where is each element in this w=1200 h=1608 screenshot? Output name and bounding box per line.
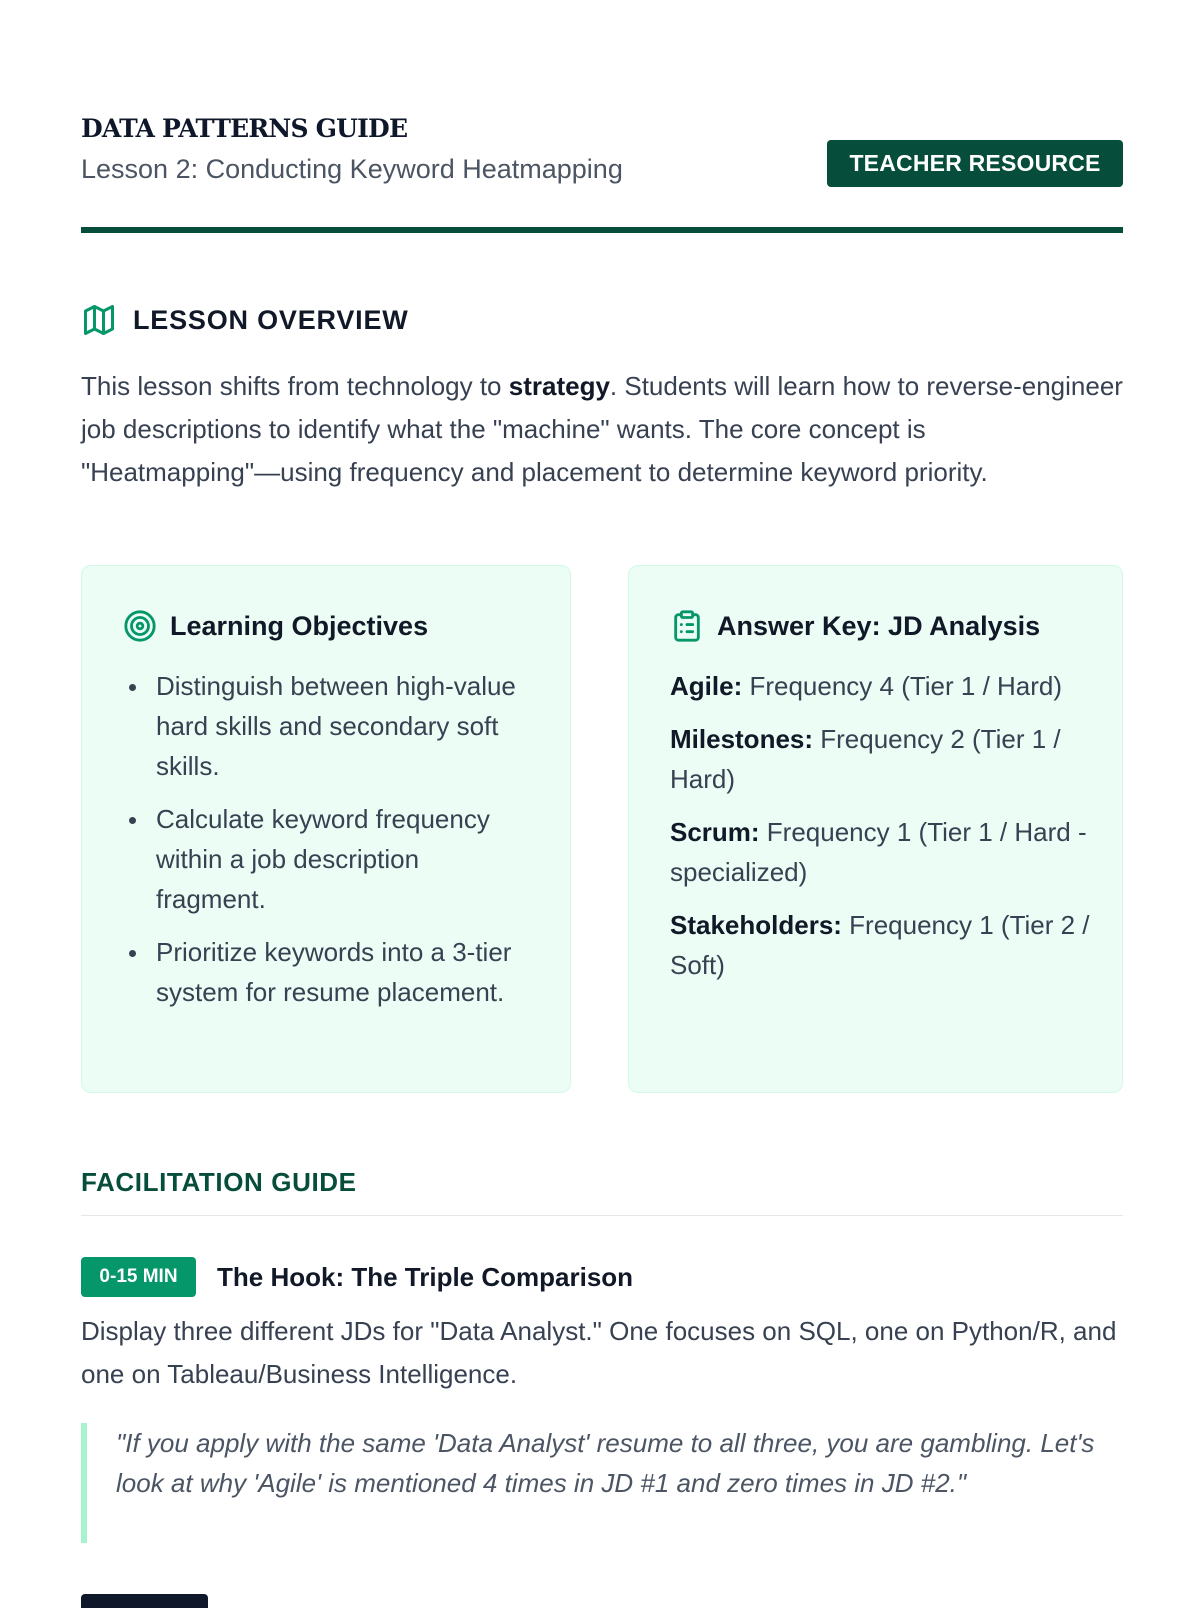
answer-key-title: Answer Key: JD Analysis [717,610,1041,641]
objectives-heading [123,609,428,643]
answer-key-heading [670,609,1040,643]
quote-text: "If you apply with the same 'Data Analyst' resume to all three, you are gambling. Let's look at why 'Agile' is mentioned 4 times in JD #1 and zero times in JD #2." [116,1428,1095,1498]
map-icon [81,302,117,338]
answer-key-item: Scrum: Frequency 1 (Tier 1 / Hard - specialized) [670,817,1087,887]
teacher-resource-badge: TEACHER RESOURCE [827,140,1123,187]
time-badge: 0-15 MIN [81,1257,196,1297]
answer-key-item: Milestones: Frequency 2 (Tier 1 / Hard) [670,724,1061,794]
answer-key-card [628,565,1123,1093]
overview-emphasis: strategy [508,371,610,401]
step-title: The Hook: The Triple Comparison [217,1261,634,1292]
objective-item: Distinguish between high-value hard skills and secondary soft skills. [123,666,533,786]
step-heading [81,1257,633,1297]
objectives-card [81,565,571,1093]
header-divider [81,227,1123,233]
objective-item: Calculate keyword frequency within a job description fragment. [123,799,533,919]
clipboard-icon [670,609,704,643]
overview-heading [81,302,409,338]
teacher-quote [81,1423,1123,1543]
target-icon [123,609,157,643]
objectives-list [123,666,533,1025]
overview-text: This lesson shifts from technology to strategy. Students will learn how to reverse-engineer job descriptions to identify what the "machine" wants. The core concept is "Heatmapping"—using frequency and placement to determine keyword priority. [81,371,1123,487]
answer-key-item: Stakeholders: Frequency 1 (Tier 2 / Soft) [670,910,1090,980]
answer-key-item: Agile: Frequency 4 (Tier 1 / Hard) [670,671,1063,701]
page-header [81,110,1123,234]
answer-key-list [670,666,1090,998]
step-text: Display three different JDs for "Data Analyst." One focuses on SQL, one on Python/R, and one on Tableau/Business Intelligence. [81,1316,1117,1389]
facilitation-title: FACILITATION GUIDE [81,1167,357,1197]
overview-title: LESSON OVERVIEW [133,304,409,335]
facilitation-divider [81,1215,1123,1216]
objectives-title: Learning Objectives [170,610,429,641]
next-time-badge [81,1594,208,1608]
objective-item: Prioritize keywords into a 3-tier system for resume placement. [123,932,533,1012]
lesson-title: Lesson 2: Conducting Keyword Heatmapping [81,154,623,184]
brand-title: DATA PATTERNS GUIDE [81,114,408,143]
